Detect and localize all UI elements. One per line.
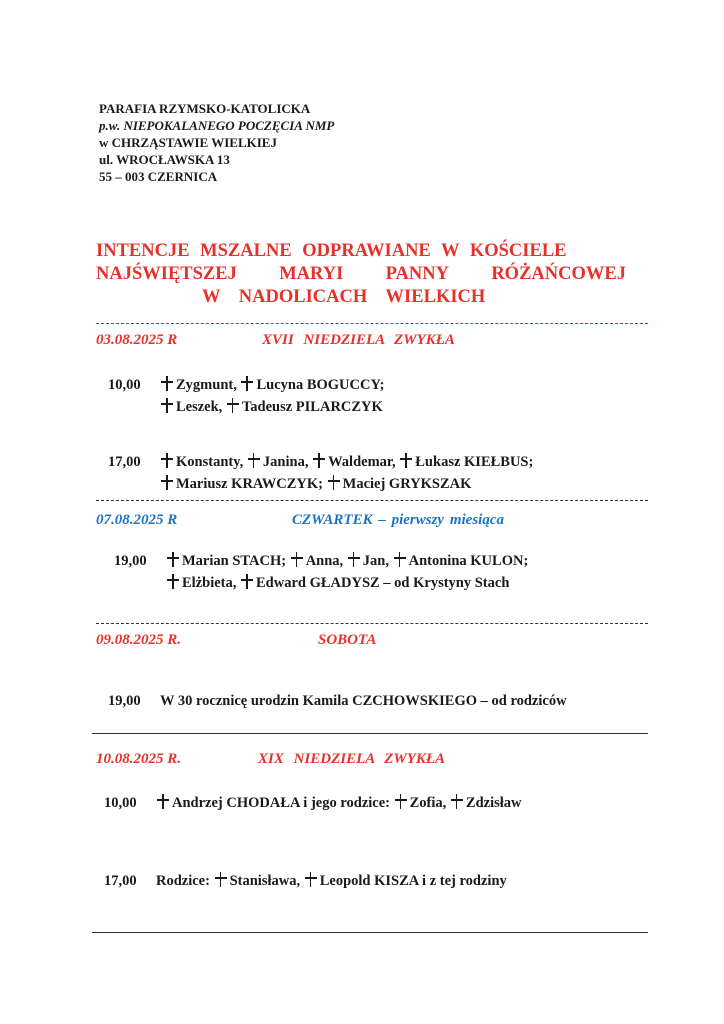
page-title	[96, 240, 636, 309]
title-line-1: INTENCJE MSZALNE ODPRAWIANE W KOŚCIELE	[96, 241, 567, 261]
day-name: XIX NIEDZIELA ZWYKŁA	[258, 751, 446, 767]
cross-icon	[394, 794, 408, 809]
title-word: RÓŻAŃCOWEJ	[491, 264, 626, 284]
mass-line	[108, 473, 533, 495]
intention-text: W 30 rocznicę urodzin Kamila CZCHOWSKIEGO – od rodziców	[160, 693, 567, 709]
cross-icon	[160, 475, 174, 490]
intention-text: Rodzice:	[156, 873, 210, 889]
cross-icon	[347, 552, 361, 567]
intention-text: Zofia,	[409, 795, 447, 811]
intention-text: Stanisława,	[229, 873, 301, 889]
title-line-2	[96, 263, 636, 286]
intention-text: Zdzisław	[465, 795, 522, 811]
mass-entry	[114, 550, 528, 594]
intention-text: Janina,	[262, 454, 309, 470]
intention-text: Edward GŁADYSZ – od Krystyny Stach	[256, 575, 510, 591]
mass-entry	[108, 451, 533, 495]
day-date: 10.08.2025 R.	[96, 751, 182, 767]
mass-entry	[104, 792, 522, 814]
cross-icon	[304, 872, 318, 887]
parish-dedication: p.w. NIEPOKALANEGO POCZĘCIA NMP	[99, 118, 335, 133]
intention-text: Jan,	[362, 553, 389, 569]
cross-icon	[247, 453, 261, 468]
parish-street: ul. WROCŁAWSKA 13	[99, 152, 230, 167]
intention-text: Leszek,	[176, 399, 223, 415]
day-name: XVII NIEDZIELA ZWYKŁA	[262, 332, 455, 348]
title-word: PANNY	[385, 264, 449, 284]
intention-text: Lucyna BOGUCCY;	[256, 377, 385, 393]
mass-line	[104, 792, 522, 814]
parish-name: PARAFIA RZYMSKO-KATOLICKA	[99, 101, 311, 116]
day-name: SOBOTA	[318, 632, 377, 648]
cross-icon	[160, 398, 174, 413]
intention-text: Waldemar,	[328, 454, 396, 470]
cross-icon	[312, 453, 326, 468]
intention-text: Zygmunt,	[176, 377, 237, 393]
parish-location: w CHRZĄSTAWIE WIELKIEJ	[99, 135, 277, 150]
mass-time: 19,00	[108, 693, 141, 709]
mass-line	[104, 870, 507, 892]
mass-line	[108, 374, 384, 396]
day-name: CZWARTEK – pierwszy miesiąca	[292, 512, 504, 528]
intention-text: Antonina KULON;	[408, 553, 529, 569]
intention-text: Łukasz KIEŁBUS;	[415, 454, 534, 470]
cross-icon	[240, 376, 254, 391]
mass-time: 19,00	[114, 553, 147, 569]
day-date: 03.08.2025 R	[96, 332, 178, 348]
cross-icon	[160, 453, 174, 468]
section-divider	[92, 733, 648, 734]
mass-time: 10,00	[108, 377, 141, 393]
cross-icon	[240, 574, 254, 589]
intention-text: Konstanty,	[176, 454, 244, 470]
parish-postal: 55 – 003 CZERNICA	[99, 169, 218, 184]
intention-text: Elżbieta,	[182, 575, 237, 591]
day-date: 09.08.2025 R.	[96, 632, 182, 648]
cross-icon	[290, 552, 304, 567]
section-divider	[96, 500, 648, 501]
title-word: MARYI	[279, 264, 344, 284]
cross-icon	[226, 398, 240, 413]
cross-icon	[156, 794, 170, 809]
mass-entry	[108, 690, 567, 712]
cross-icon	[399, 453, 413, 468]
intention-text: Mariusz KRAWCZYK;	[176, 476, 324, 492]
cross-icon	[160, 376, 174, 391]
title-line-3: W NADOLICACH WIELKICH	[202, 287, 486, 307]
cross-icon	[214, 872, 228, 887]
mass-line	[108, 690, 567, 712]
mass-time: 17,00	[104, 873, 137, 889]
cross-icon	[450, 794, 464, 809]
mass-line	[114, 572, 528, 594]
cross-icon	[166, 552, 180, 567]
section-divider	[92, 932, 648, 933]
mass-time: 17,00	[108, 454, 141, 470]
mass-time: 10,00	[104, 795, 137, 811]
parish-address	[99, 100, 334, 185]
cross-icon	[327, 475, 341, 490]
mass-entry	[104, 870, 507, 892]
mass-line	[114, 550, 528, 572]
section-divider	[96, 323, 648, 324]
intention-text: Leopold KISZA i z tej rodziny	[319, 873, 507, 889]
section-divider	[96, 623, 648, 624]
mass-line	[108, 451, 533, 473]
cross-icon	[393, 552, 407, 567]
day-date: 07.08.2025 R	[96, 512, 178, 528]
mass-line	[108, 396, 384, 418]
cross-icon	[166, 574, 180, 589]
intention-text: Anna,	[305, 553, 344, 569]
intention-text: Tadeusz PILARCZYK	[241, 399, 383, 415]
mass-entry	[108, 374, 384, 418]
intention-text: Andrzej CHODAŁA i jego rodzice:	[172, 795, 390, 811]
intention-text: Marian STACH;	[182, 553, 287, 569]
intention-text: Maciej GRYKSZAK	[342, 476, 472, 492]
title-word: NAJŚWIĘTSZEJ	[96, 264, 237, 284]
